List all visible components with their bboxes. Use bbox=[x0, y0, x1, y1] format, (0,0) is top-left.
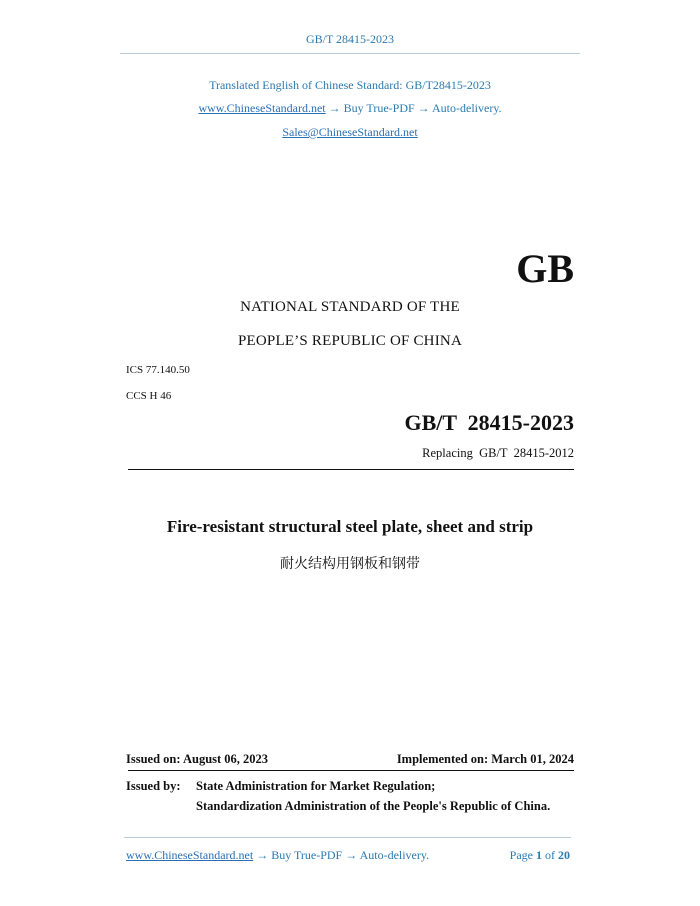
header-divider bbox=[120, 53, 580, 54]
footer-buy-text: → Buy True-PDF → Auto-delivery. bbox=[253, 848, 430, 862]
issuer-name: Standardization Administration of the People's Republic of China. bbox=[196, 799, 551, 813]
promo-email-line bbox=[0, 125, 700, 140]
page-current: 1 bbox=[536, 848, 542, 862]
issued-on-date: Issued on: August 06, 2023 bbox=[126, 752, 269, 766]
page-word: Page bbox=[509, 848, 533, 862]
promo-line: Translated English of Chinese Standard: GB/T28415-2023 bbox=[209, 78, 491, 92]
national-standard-line2: PEOPLE’S REPUBLIC OF CHINA bbox=[238, 333, 462, 349]
replacing-standard: Replacing GB/T 28415-2012 bbox=[422, 446, 574, 460]
page-total: 20 bbox=[558, 848, 570, 862]
ics-code: ICS 77.140.50 bbox=[126, 364, 190, 376]
page-of: of bbox=[545, 848, 555, 862]
running-header: GB/T 28415-2023 bbox=[305, 32, 395, 46]
email-link[interactable]: Sales@ChineseStandard.net bbox=[282, 125, 418, 139]
national-standard-line1: NATIONAL STANDARD OF THE bbox=[240, 299, 460, 315]
document-title: Fire-resistant structural steel plate, sheet and strip bbox=[166, 517, 534, 536]
site-link[interactable]: www.ChineseStandard.net bbox=[198, 101, 326, 115]
issuer-name: State Administration for Market Regulation; bbox=[196, 779, 436, 793]
footer-buy-line bbox=[126, 848, 429, 863]
page-indicator bbox=[510, 848, 570, 863]
issuance-divider bbox=[128, 770, 574, 771]
ccs-code: CCS H 46 bbox=[126, 390, 172, 402]
issued-by-label: Issued by: bbox=[126, 779, 181, 793]
buy-text: → Buy True-PDF → Auto-delivery. bbox=[325, 101, 502, 115]
implemented-on-date: Implemented on: March 01, 2024 bbox=[396, 752, 574, 766]
gb-logo: GB bbox=[516, 246, 574, 291]
promo-buy-line bbox=[0, 101, 700, 116]
standard-number: GB/T 28415-2023 bbox=[404, 410, 574, 435]
footer-site-link[interactable]: www.ChineseStandard.net bbox=[126, 848, 254, 862]
title-divider bbox=[128, 469, 574, 470]
document-title-chinese: 耐火结构用钢板和钢带 bbox=[280, 556, 420, 572]
footer-divider bbox=[124, 837, 571, 838]
